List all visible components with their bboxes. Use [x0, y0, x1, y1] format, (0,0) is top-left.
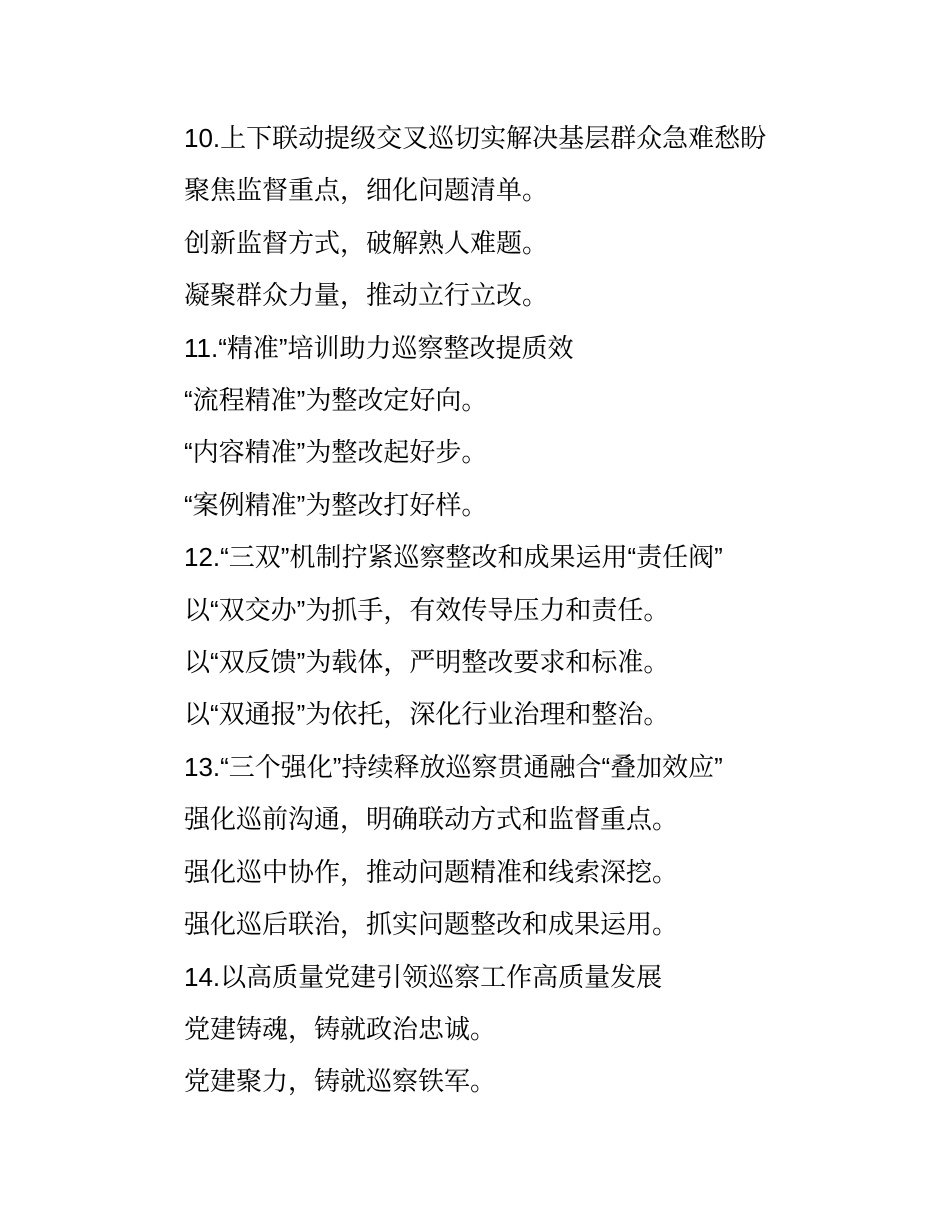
section-point: 聚焦监督重点，细化问题清单。	[184, 175, 549, 206]
section-point: 强化巡前沟通，明确联动方式和监督重点。	[184, 804, 679, 835]
section-point: “内容精准”为整改起好步。	[184, 437, 488, 468]
section-point: 凝聚群众力量，推动立行立改。	[184, 280, 549, 311]
section-point: 强化巡后联治，抓实问题整改和成果运用。	[184, 909, 679, 940]
section-point: 党建聚力，铸就巡察铁军。	[184, 1066, 497, 1097]
section-point: “案例精准”为整改打好样。	[184, 489, 488, 520]
section-heading: 14.以高质量党建引领巡察工作高质量发展	[184, 961, 663, 992]
section-point: 强化巡中协作，推动问题精准和线索深挖。	[184, 856, 679, 887]
section-point: 以“双交办”为抓手，有效传导压力和责任。	[184, 594, 670, 625]
section-point: 创新监督方式，破解熟人难题。	[184, 227, 549, 258]
section-heading: 10.上下联动提级交叉巡切实解决基层群众急难愁盼	[184, 123, 767, 153]
section-point: 以“双反馈”为载体，严明整改要求和标准。	[184, 647, 670, 678]
section-point: 党建铸魂，铸就政治忠诚。	[184, 1013, 497, 1044]
section-point: 以“双通报”为依托，深化行业治理和整治。	[184, 699, 670, 730]
section-heading: 13.“三个强化”持续释放巡察贯通融合“叠加效应”	[184, 751, 723, 782]
section-heading: 12.“三双”机制拧紧巡察整改和成果运用“责任阀”	[184, 542, 723, 573]
document-content	[184, 112, 920, 1108]
section-point: “流程精准”为整改定好向。	[184, 385, 488, 416]
section-heading: 11.“精准”培训助力巡察整改提质效	[184, 332, 574, 363]
